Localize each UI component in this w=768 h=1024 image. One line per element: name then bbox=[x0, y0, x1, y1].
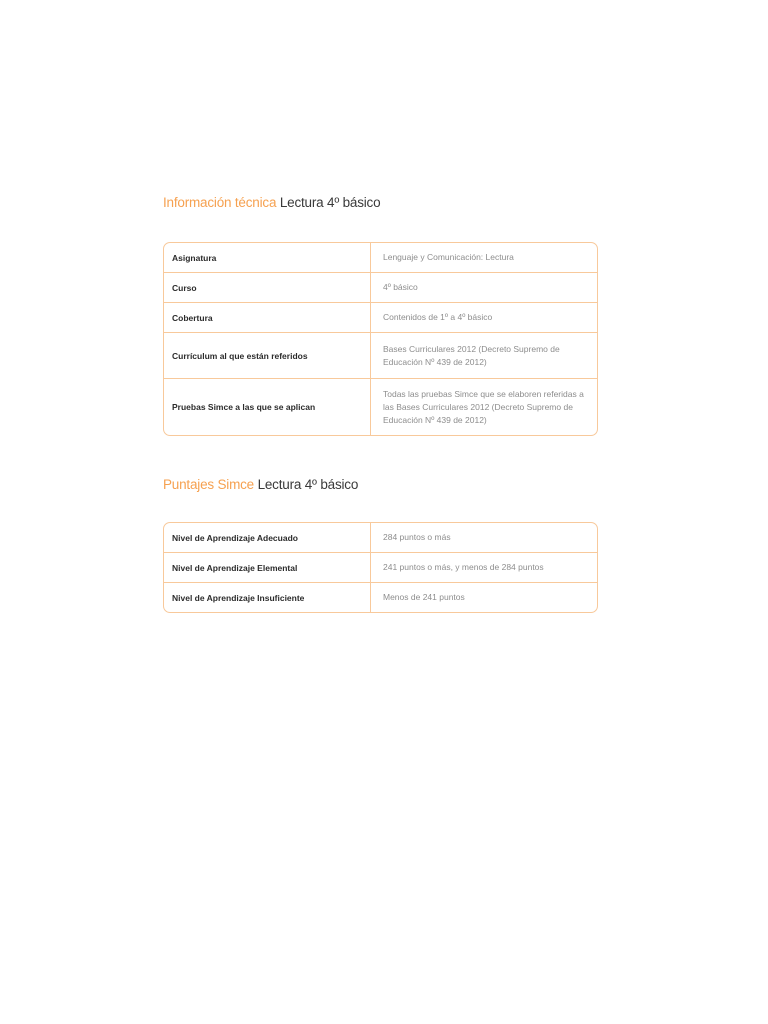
row-label: Pruebas Simce a las que se aplican bbox=[164, 379, 371, 435]
table-row bbox=[164, 333, 597, 379]
table-row bbox=[164, 553, 597, 583]
row-label: Nivel de Aprendizaje Insuficiente bbox=[164, 583, 371, 612]
table-row bbox=[164, 523, 597, 553]
table-row bbox=[164, 303, 597, 333]
table-row bbox=[164, 583, 597, 612]
row-value: Lenguaje y Comunicación: Lectura bbox=[371, 243, 597, 273]
row-value: Todas las pruebas Simce que se elaboren referidas a las Bases Curriculares 2012 (Decreto Supremo de Educación Nº 439 de 2012) bbox=[383, 388, 584, 425]
scores-table bbox=[163, 522, 598, 613]
row-label: Asignatura bbox=[164, 243, 371, 273]
table-row bbox=[164, 243, 597, 273]
row-label: Cobertura bbox=[164, 303, 371, 333]
row-value: Menos de 241 puntos bbox=[383, 592, 465, 602]
scores-section bbox=[163, 474, 598, 603]
technical-info-section bbox=[163, 192, 598, 425]
table-row bbox=[164, 273, 597, 303]
table-row bbox=[164, 379, 597, 435]
technical-info-heading-main: Lectura 4º básico bbox=[279, 195, 381, 210]
row-value: 4º básico bbox=[371, 273, 597, 303]
scores-heading bbox=[163, 474, 598, 496]
row-value: 241 puntos o más, y menos de 284 puntos bbox=[371, 553, 597, 583]
row-label: Currículum al que están referidos bbox=[164, 333, 371, 379]
scores-heading-main: Lectura 4º básico bbox=[257, 477, 359, 492]
row-label: Curso bbox=[164, 273, 371, 303]
row-value: Bases Curriculares 2012 (Decreto Supremo de Educación Nº 439 de 2012) bbox=[371, 333, 597, 379]
row-value: Contenidos de 1º a 4º básico bbox=[371, 303, 597, 333]
row-value: 284 puntos o más bbox=[371, 523, 597, 553]
technical-info-heading bbox=[163, 192, 598, 214]
row-label: Nivel de Aprendizaje Adecuado bbox=[164, 523, 371, 553]
row-label: Nivel de Aprendizaje Elemental bbox=[164, 553, 371, 583]
technical-info-table bbox=[163, 242, 598, 436]
scores-heading-accent: Puntajes Simce bbox=[163, 477, 254, 492]
technical-info-heading-accent: Información técnica bbox=[163, 195, 277, 210]
